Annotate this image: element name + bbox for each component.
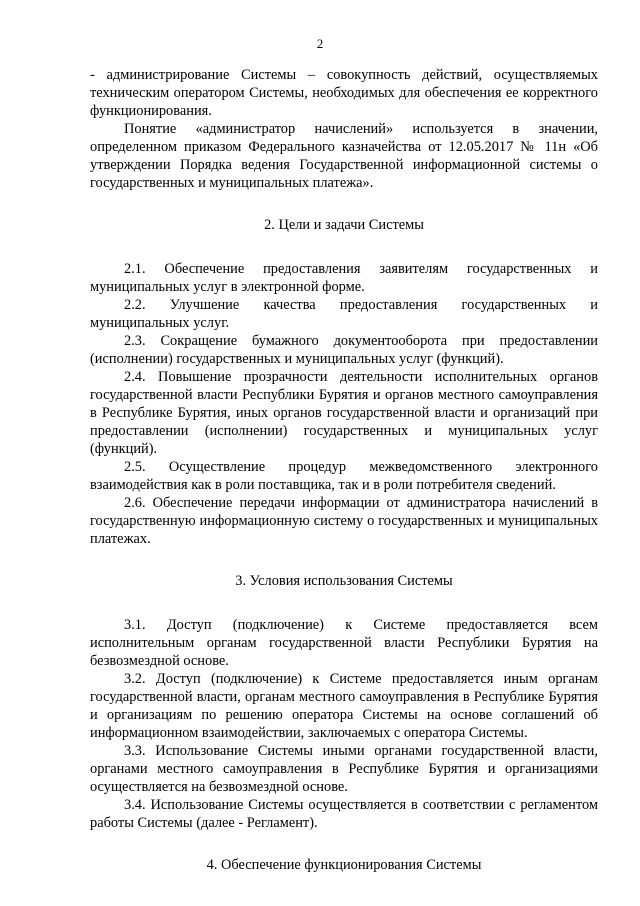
- intro-paragraph-definition: Понятие «администратор начислений» используется в значении, определенном приказом Федерального казначейства от 12.05.2017 № 11н «Об утверждении Порядка ведения Государственной информационной системы о государственных и муниципальных платежа».: [90, 121, 598, 191]
- section-3-item-1: 3.1. Доступ (подключение) к Системе предоставляется всем исполнительным органам государственной власти Республики Бурятия на безвозмездной основе.: [90, 617, 598, 669]
- section-2-item-2: 2.2. Улучшение качества предоставления государственных и муниципальных услуг.: [90, 297, 598, 331]
- document-body: [90, 66, 598, 874]
- section-3-item-2: 3.2. Доступ (подключение) к Системе предоставляется иным органам государственной власти, органам местного самоуправления в Республике Бурятия и организациям по решению оператора Системы на основе соглашений об информационном взаимодействии, заключаемых с оператора Системы.: [90, 671, 598, 741]
- section-2-item-3: 2.3. Сокращение бумажного документооборота при предоставлении (исполнении) государственных и муниципальных услуг (функций).: [90, 333, 598, 367]
- intro-paragraph-administration: - администрирование Системы – совокупность действий, осуществляемых техническим оператором Системы, необходимых для обеспечения ее корректного функционирования.: [90, 67, 598, 119]
- section-2-item-5: 2.5. Осуществление процедур межведомственного электронного взаимодействия как в роли поставщика, так и в роли потребителя сведений.: [90, 459, 598, 493]
- section-2-heading: 2. Цели и задачи Системы: [264, 217, 424, 233]
- section-2-item-1: 2.1. Обеспечение предоставления заявителям государственных и муниципальных услуг в электронной форме.: [90, 261, 598, 295]
- page-number: 2: [316, 36, 324, 51]
- section-3-item-4: 3.4. Использование Системы осуществляется в соответствии с регламентом работы Системы (далее - Регламент).: [90, 797, 598, 831]
- section-3-item-3: 3.3. Использование Системы иными органами государственной власти, органами местного самоуправления в Республике Бурятия и организациями осуществляется на безвозмездной основе.: [90, 743, 598, 795]
- section-3-heading: 3. Условия использования Системы: [235, 573, 453, 589]
- section-4-heading: 4. Обеспечение функционирования Системы: [206, 857, 482, 873]
- section-2-item-6: 2.6. Обеспечение передачи информации от администратора начислений в государственную информационную систему о государственных и муниципальных платежах.: [90, 495, 598, 547]
- section-2-item-4: 2.4. Повышение прозрачности деятельности исполнительных органов государственной власти Республики Бурятия и органов местного самоуправления в Республике Бурятия, иных органов государственной власти и организаций при предоставлении (исполнении) государственных и муниципальных услуг (функций).: [90, 369, 598, 457]
